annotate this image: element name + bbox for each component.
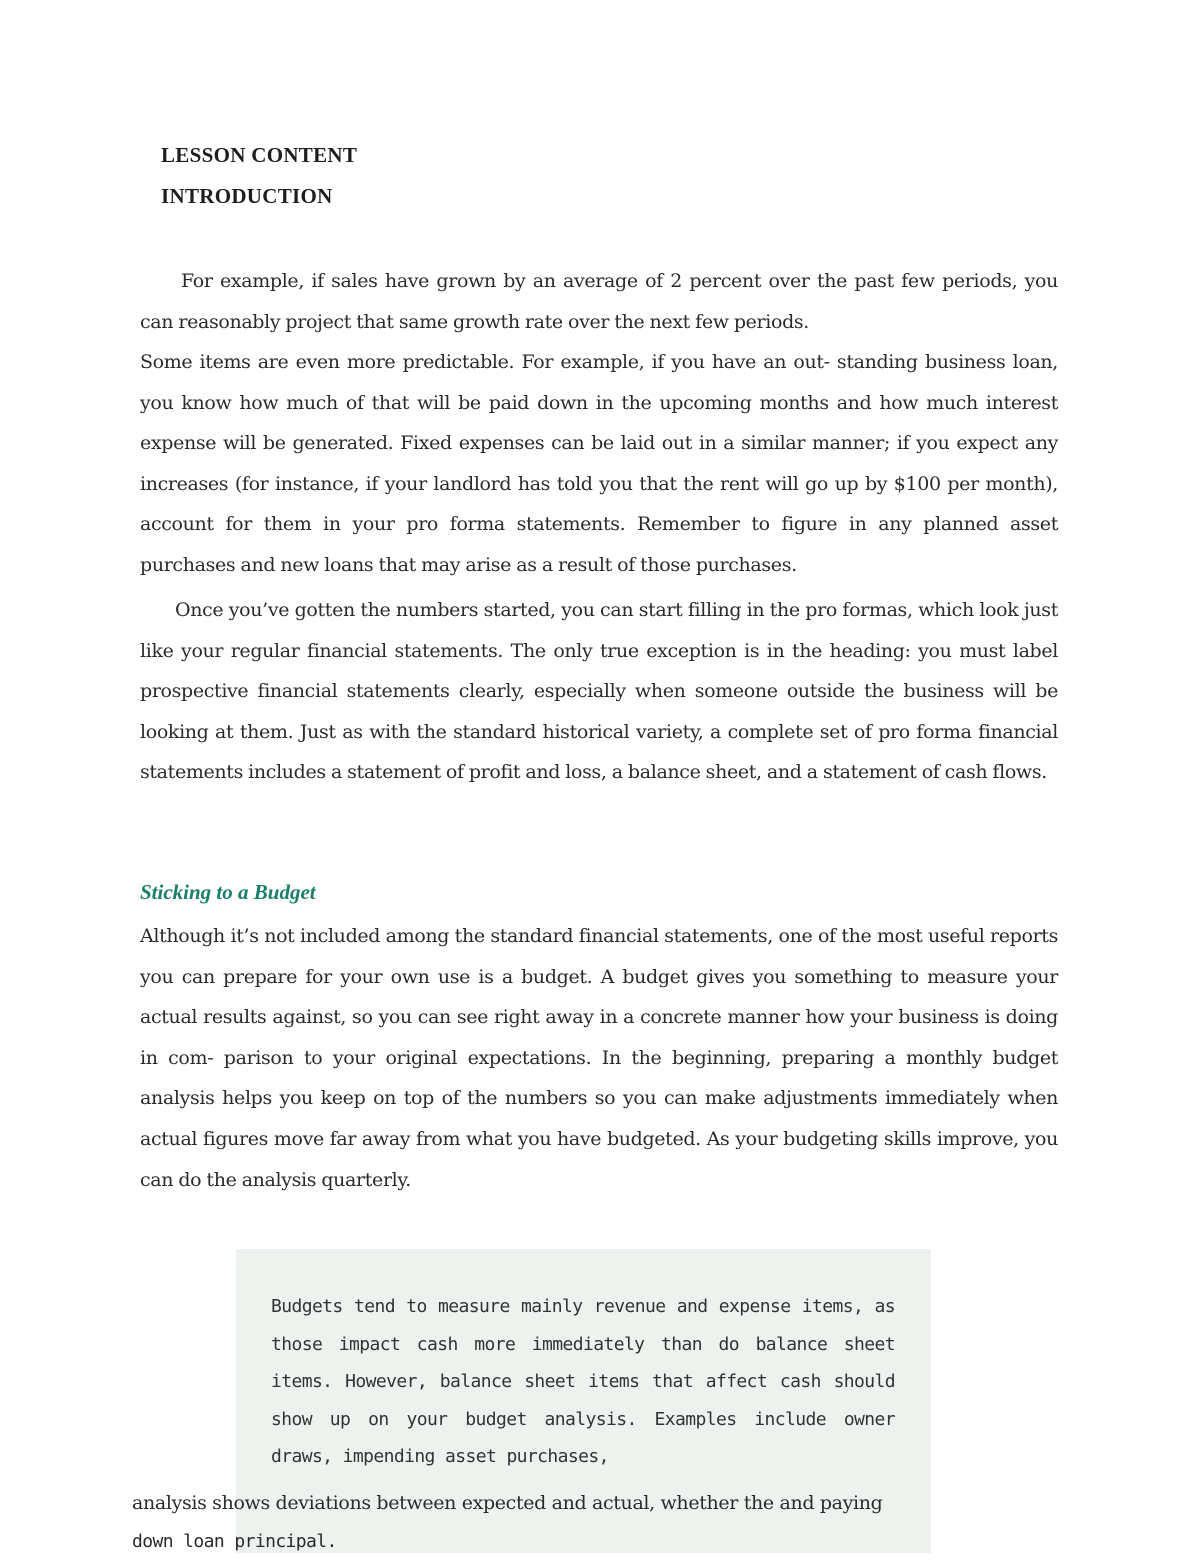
callout-overflow-text xyxy=(132,1484,892,1561)
callout-overflow-line-1: analysis shows deviations between expected and actual, whether the and paying xyxy=(132,1492,883,1514)
paragraph-budget: Although it’s not included among the standard financial statements, one of the most useful reports you can prepare for your own use is a budget. A budget gives you something to measure your actual results against, so you can see right away in a concrete manner how your business is doing in com- parison to your original expectations. In the beginning, preparing a monthly budget analysis helps you keep on top of the numbers so you can make adjustments immediately when actual figures move far away from what you have budgeted. As your budgeting skills improve, you can do the analysis quarterly. xyxy=(140,925,1058,1191)
paragraph-growth-example: For example, if sales have grown by an average of 2 percent over the past few periods, you can reasonably project that same growth rate over the next few periods. xyxy=(140,270,1058,333)
callout-overflow-line-2: down loan principal. xyxy=(132,1531,337,1552)
paragraph-predictable-items: Some items are even more predictable. For example, if you have an out- standing business loan, you know how much of that will be paid down in the upcoming months and how much interest expense will be generated. Fixed expenses can be laid out in a similar manner; if you expect any increases (for instance, if your landlord has told you that the rent will go up by $100 per month), account for them in your pro forma statements. Remember to figure in any planned asset purchases and new loans that may arise as a result of those purchases. xyxy=(140,351,1058,576)
introduction-heading: INTRODUCTION xyxy=(161,184,333,208)
lesson-content-heading: LESSON CONTENT xyxy=(161,143,358,167)
section-title-budget: Sticking to a Budget xyxy=(140,880,316,904)
callout-text: Budgets tend to measure mainly revenue and expense items, as those impact cash more immediately than do balance sheet items. However, balance sheet items that affect cash should show up on your budget analysis. Examples include owner draws, impending asset purchases, xyxy=(271,1296,895,1467)
paragraph-pro-formas: Once you’ve gotten the numbers started, you can start filling in the pro formas, which look just like your regular financial statements. The only true exception is in the heading: you must label prospective financial statements clearly, especially when someone outside the business will be looking at them. Just as with the standard historical variety, a complete set of pro forma financial statements includes a statement of profit and loss, a balance sheet, and a statement of cash flows. xyxy=(140,599,1058,784)
